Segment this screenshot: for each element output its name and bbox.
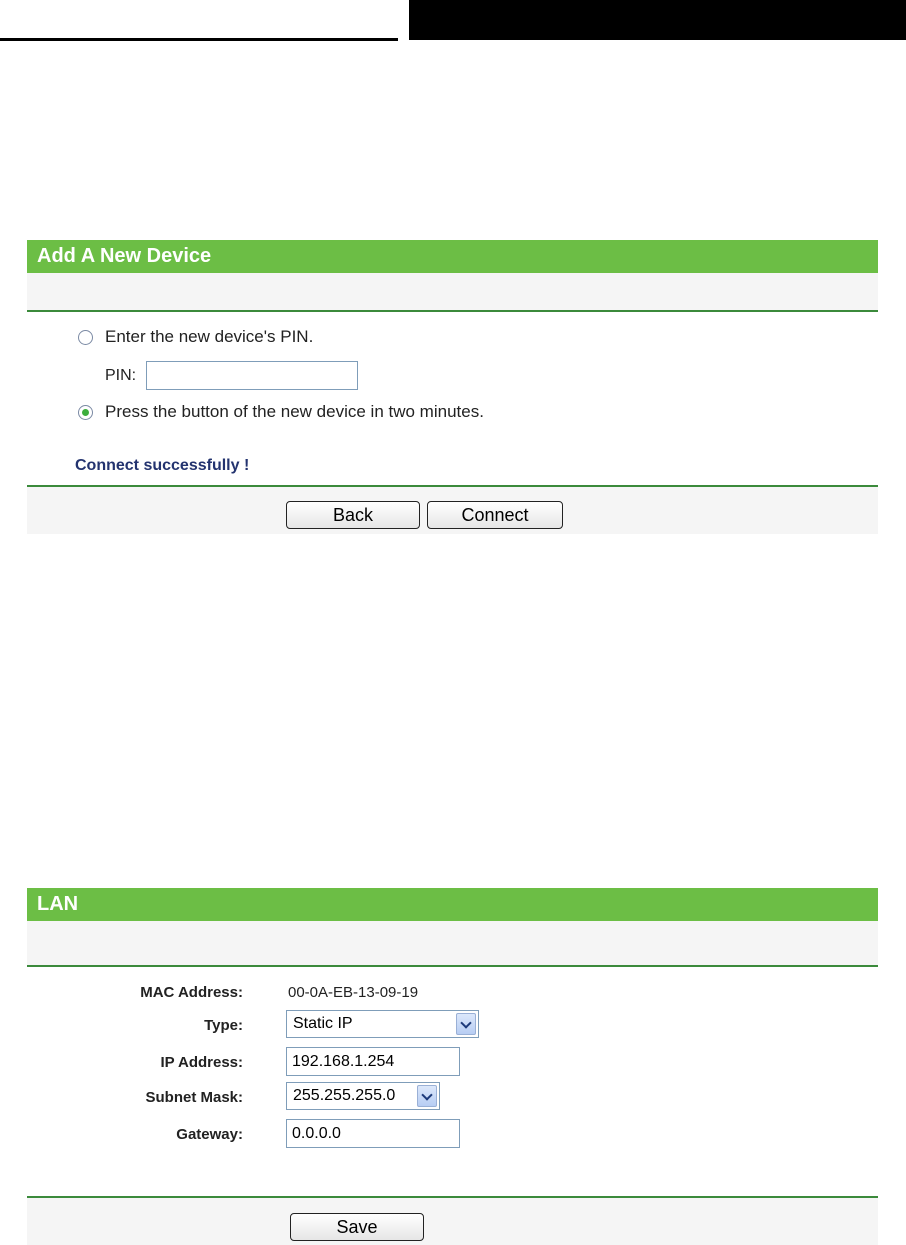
push-button-option-label: Press the button of the new device in two minutes.	[105, 402, 484, 421]
save-button-row	[27, 1198, 878, 1245]
subnet-mask-label: Subnet Mask:	[145, 1089, 243, 1106]
gateway-input[interactable]	[286, 1119, 460, 1148]
pin-option-label: Enter the new device's PIN.	[105, 327, 314, 346]
chevron-down-icon	[417, 1085, 437, 1107]
panel-title-add-device: Add A New Device	[27, 240, 878, 273]
subnet-mask-value: 255.255.255.0	[293, 1087, 396, 1104]
panel-subheader	[27, 273, 878, 310]
pin-label: PIN:	[105, 367, 137, 384]
pin-input[interactable]	[146, 361, 358, 390]
mac-address-value: 00-0A-EB-13-09-19	[288, 984, 419, 1001]
panel-subheader	[27, 921, 878, 965]
connect-button[interactable]: Connect	[427, 501, 563, 529]
add-device-body	[27, 312, 878, 485]
back-button[interactable]: Back	[286, 501, 420, 529]
push-button-option-radio[interactable]	[78, 405, 93, 420]
pin-option-radio[interactable]	[78, 330, 93, 345]
type-select-value: Static IP	[293, 1015, 353, 1032]
lan-panel	[27, 888, 878, 1245]
connect-status-message: Connect successfully !	[75, 457, 250, 474]
header-bar-right	[409, 0, 906, 40]
gateway-label: Gateway:	[176, 1126, 243, 1143]
add-new-device-panel	[27, 240, 878, 534]
mac-address-label: MAC Address:	[140, 984, 243, 1001]
subnet-mask-select[interactable]	[286, 1082, 440, 1110]
type-label: Type:	[204, 1017, 243, 1034]
header-rule-left	[0, 38, 398, 41]
type-select[interactable]	[286, 1010, 479, 1038]
lan-body	[27, 967, 878, 1196]
button-row	[27, 487, 878, 534]
panel-title-lan: LAN	[27, 888, 878, 921]
save-button[interactable]: Save	[290, 1213, 424, 1241]
ip-address-label: IP Address:	[160, 1054, 243, 1071]
ip-address-input[interactable]	[286, 1047, 460, 1076]
chevron-down-icon	[456, 1013, 476, 1035]
